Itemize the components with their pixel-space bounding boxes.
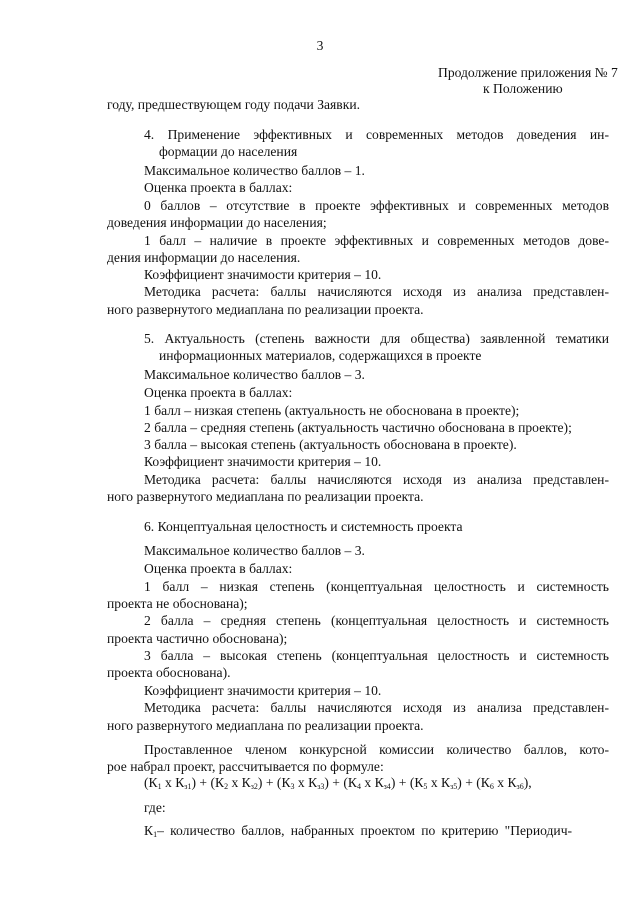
section-5-item-2: 2 балла – средняя степень (актуальность частично обоснована в проекте); <box>144 420 572 435</box>
total-text-cont: рое набрал проект, рассчитывается по формуле: <box>107 759 384 774</box>
formula-times: х <box>294 775 309 790</box>
section-4-coefficient: Коэффициент значимости критерия – 10. <box>144 267 382 282</box>
formula-kz-index: з4 <box>383 782 391 791</box>
formula-term <box>410 775 462 790</box>
formula-kz-index: з3 <box>317 782 325 791</box>
formula-k: К <box>347 775 357 790</box>
criterion-k1-text: – количество баллов, набранных проектом по критерию "Периодич- <box>157 823 573 838</box>
formula-paren: ) <box>324 775 329 790</box>
formula-paren: ( <box>144 775 149 790</box>
section-4-method-cont: ного развернутого медиаплана по реализации проекта. <box>107 302 424 317</box>
formula-term <box>210 775 262 790</box>
section-4-item-1: 0 баллов – отсутствие в проекте эффективных и современных методов <box>144 198 609 213</box>
formula-times: х <box>161 775 176 790</box>
section-6-heading: 6. Концептуальная целостность и системность проекта <box>144 519 463 534</box>
formula-times: х <box>228 775 242 790</box>
formula-kz: К <box>441 775 451 790</box>
section-5-coefficient: Коэффициент значимости критерия – 10. <box>144 454 382 469</box>
total-text: Проставленное членом конкурсной комиссии количество баллов, кото- <box>144 742 609 757</box>
page-number: 3 <box>316 38 324 53</box>
formula-paren: ( <box>343 775 348 790</box>
formula-kz-index: з5 <box>450 782 458 791</box>
formula-times: х <box>493 775 508 790</box>
formula-k: К <box>148 775 158 790</box>
section-5-heading-line-2: информационных материалов, содержащихся в проекте <box>159 348 482 363</box>
formula-k-index: 2 <box>224 782 229 791</box>
formula-paren: ) <box>191 775 196 790</box>
formula-kz: К <box>241 775 251 790</box>
section-4-method: Методика расчета: баллы начисляются исходя из анализа представлен- <box>144 284 609 299</box>
section-6-score-label: Оценка проекта в баллах: <box>144 561 293 576</box>
section-4-max-points: Максимальное количество баллов – 1. <box>144 163 365 178</box>
formula-paren: ( <box>210 775 215 790</box>
section-6-method: Методика расчета: баллы начисляются исходя из анализа представлен- <box>144 700 609 715</box>
annex-line-1: Продолжение приложения № 7 <box>438 65 618 80</box>
formula-paren: ) <box>523 775 529 790</box>
section-5-item-1: 1 балл – низкая степень (актуальность не обоснована в проекте); <box>144 403 520 418</box>
criterion-k1-line <box>144 822 609 839</box>
formula-plus: + <box>461 775 477 790</box>
formula-k: К <box>214 775 225 790</box>
section-5-method: Методика расчета: баллы начисляются исходя из анализа представлен- <box>144 472 609 487</box>
formula-kz: К <box>374 775 384 790</box>
criterion-k1-symbol: К <box>144 823 154 838</box>
section-6-item-3-cont: проекта обоснована). <box>107 665 231 680</box>
formula-end: , <box>528 775 532 790</box>
section-4-heading-line-2: формации до населения <box>159 144 298 159</box>
formula-kz: К <box>175 775 185 790</box>
where-label: где: <box>144 800 166 815</box>
section-6-item-3: 3 балла – высокая степень (концептуальная целостность и системность <box>144 648 609 663</box>
section-5-score-label: Оценка проекта в баллах: <box>144 385 293 400</box>
section-6-method-cont: ного развернутого медиаплана по реализации проекта. <box>107 718 424 733</box>
formula-plus: + <box>262 775 277 790</box>
formula-k: К <box>414 775 424 790</box>
section-5-heading <box>144 330 609 364</box>
criterion-k1-subscript: 1 <box>153 830 158 839</box>
formula-term <box>343 775 395 790</box>
formula-plus: + <box>395 775 410 790</box>
formula <box>144 774 609 791</box>
formula-kz: К <box>507 775 517 790</box>
formula-kz-index: з2 <box>250 782 258 791</box>
formula-term <box>144 775 196 790</box>
section-5-heading-line-1: 5. Актуальность (степень важности для общества) заявленной тематики <box>144 331 609 346</box>
formula-term <box>277 775 329 790</box>
section-4-score-label: Оценка проекта в баллах: <box>144 180 293 195</box>
section-6-item-1-cont: проекта не обоснована); <box>107 596 248 611</box>
section-4-item-1-cont: доведения информации до населения; <box>107 215 327 230</box>
formula-paren: ) <box>257 775 263 790</box>
section-4-item-2: 1 балл – наличие в проекте эффективных и современных методов дове- <box>144 233 609 248</box>
section-6-item-2-cont: проекта частично обоснована); <box>107 631 288 646</box>
section-4-heading <box>144 126 609 160</box>
section-6-max-points: Максимальное количество баллов – 3. <box>144 543 365 558</box>
section-6-item-2: 2 балла – средняя степень (концептуальная целостность и системность <box>144 613 609 628</box>
formula-paren: ) <box>457 775 462 790</box>
intro-line: году, предшествующем году подачи Заявки. <box>107 97 360 112</box>
formula-k-index: 1 <box>157 782 162 791</box>
formula-paren: ) <box>390 775 396 790</box>
formula-k: К <box>480 775 490 790</box>
formula-k-index: 6 <box>489 782 494 791</box>
formula-times: х <box>360 775 375 790</box>
formula-plus: + <box>328 775 344 790</box>
section-6-coefficient: Коэффициент значимости критерия – 10. <box>144 683 382 698</box>
formula-k-index: 3 <box>290 782 295 791</box>
formula-kz-index: з6 <box>516 782 524 791</box>
annex-line-2: к Положению <box>483 81 563 96</box>
section-5-method-cont: ного развернутого медиаплана по реализации проекта. <box>107 489 424 504</box>
section-6-item-1: 1 балл – низкая степень (концептуальная целостность и системность <box>144 579 609 594</box>
formula-times: х <box>427 775 442 790</box>
formula-paren: ( <box>409 775 415 790</box>
formula-kz: К <box>308 775 318 790</box>
formula-paren: ( <box>276 775 282 790</box>
formula-term <box>476 775 528 790</box>
formula-k: К <box>281 775 291 790</box>
formula-k-index: 4 <box>356 782 361 791</box>
formula-k-index: 5 <box>423 782 428 791</box>
section-5-max-points: Максимальное количество баллов – 3. <box>144 367 365 382</box>
formula-kz-index: з1 <box>184 782 192 791</box>
formula-paren: ( <box>476 775 481 790</box>
section-4-item-2-cont: дения информации до населения. <box>107 250 301 265</box>
section-5-item-3: 3 балла – высокая степень (актуальность обоснована в проекте). <box>144 437 517 452</box>
section-4-heading-line-1: 4. Применение эффективных и современных методов доведения ин- <box>144 127 609 142</box>
formula-plus: + <box>195 775 211 790</box>
